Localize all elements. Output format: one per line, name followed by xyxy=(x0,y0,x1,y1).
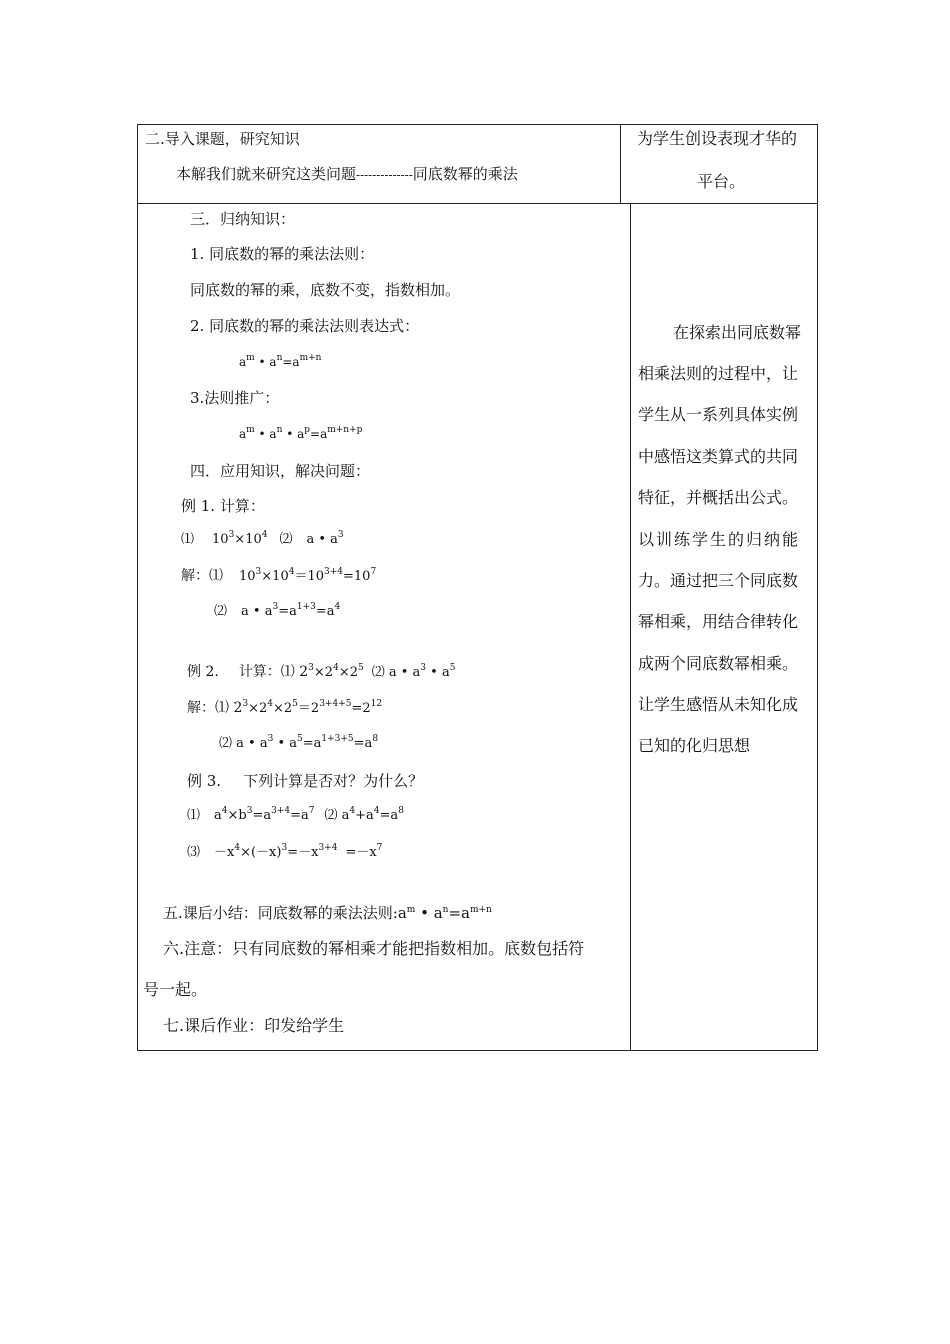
formula-extended-rule: $a^m$ • $a^n$ • $a^p=a^{m+n+p}$ xyxy=(239,425,363,441)
example-1-solution-1: 解：⑴ $10^3\times 10^4=10^{3+4}=10^7$ xyxy=(181,567,377,584)
example-2-question: 例 2. 计算：⑴ $2^3\times 2^4\times 2^5$ ⑵ a • $a^3$ • $a^5$ xyxy=(187,663,456,680)
side-note-line-5: 特征，并概括出公式。 xyxy=(638,488,799,507)
example-2-solution-2: ⑵ a • $a^3$ • $a^5=a^{1+3+5}=a^8$ xyxy=(219,734,379,751)
example-3-question-1: ⑴ $a^4\times b^3=a^{3+4}=a^7$ ⑵ $a^4+a^4=a^8$ xyxy=(187,806,404,823)
section-6-note-line-1: 六.注意：只有同底数的幂相乘才能把指数相加。底数包括符 xyxy=(163,939,585,958)
example-3-question-2: ⑶ $-x^4\times(-x)^3=-x^{3+4} =-x^7$ xyxy=(187,843,383,860)
table-divider-main xyxy=(630,203,631,1051)
side-note-line-9: 成两个同底数幂相乘。 xyxy=(638,654,799,673)
formula-product-rule: $a^m$ • $a^n=a^{m+n}$ xyxy=(239,353,322,369)
example-2-solution-1: 解：⑴ $2^3\times 2^4\times 2^5=2^{3+4+5}=2^{12}$ xyxy=(187,699,383,716)
example-1-title: 例 1. 计算： xyxy=(181,497,265,515)
section-2-heading: 二.导入课题，研究知识 xyxy=(145,130,300,148)
example-3-title: 例 3. 下列计算是否对？为什么？ xyxy=(187,772,424,790)
table-divider-top xyxy=(620,124,621,204)
side-note-line-3: 学生从一系列具体实例 xyxy=(638,405,799,424)
section-4-heading: 四．应用知识，解决问题： xyxy=(190,462,371,480)
side-note-line-7: 力。通过把三个同底数 xyxy=(638,571,799,590)
example-1-question: ⑴ $10^3\times 10^4$ ⑵ a • $a^3$ xyxy=(181,530,344,547)
rule-1-text: 同底数的幂的乘，底数不变，指数相加。 xyxy=(190,281,461,299)
section-3-heading: 三．归纳知识： xyxy=(190,210,296,228)
side-note-line-1: 在探索出同底数幂 xyxy=(673,323,802,342)
side-note-line-6: 以训练学生的归纳能 xyxy=(638,530,801,549)
rule-2-title: 2. 同底数的幂的乘法法则表达式： xyxy=(190,317,420,335)
side-note-line-2: 相乘法则的过程中，让 xyxy=(638,364,799,383)
side-note-line-10: 让学生感悟从未知化成 xyxy=(638,695,799,714)
rule-1-title: 1. 同底数的幂的乘法法则： xyxy=(190,245,375,263)
top-note-line-2: 平台。 xyxy=(697,172,746,191)
side-note-line-8: 幂相乘，用结合律转化 xyxy=(638,612,799,631)
example-1-solution-2: ⑵ a • $a^3=a^{1+3}=a^4$ xyxy=(214,602,341,619)
section-5-summary: 五.课后小结：同底数幂的乘法法则$:a^m$ • $a^n=a^{m+n}$ xyxy=(163,904,492,922)
section-7-homework: 七.课后作业：印发给学生 xyxy=(163,1016,345,1035)
rule-3-title: 3.法则推广： xyxy=(190,389,280,407)
top-note-line-1: 为学生创设表现才华的 xyxy=(637,129,798,148)
table-row-divider xyxy=(137,203,818,204)
section-6-note-line-2: 号一起。 xyxy=(143,980,208,999)
side-note-line-4: 中感悟这类算式的共同 xyxy=(638,447,799,466)
intro-line: 本解我们就来研究这类问题--------------同底数幂的乘法 xyxy=(176,165,518,183)
side-note-line-11: 已知的化归思想 xyxy=(638,736,751,755)
